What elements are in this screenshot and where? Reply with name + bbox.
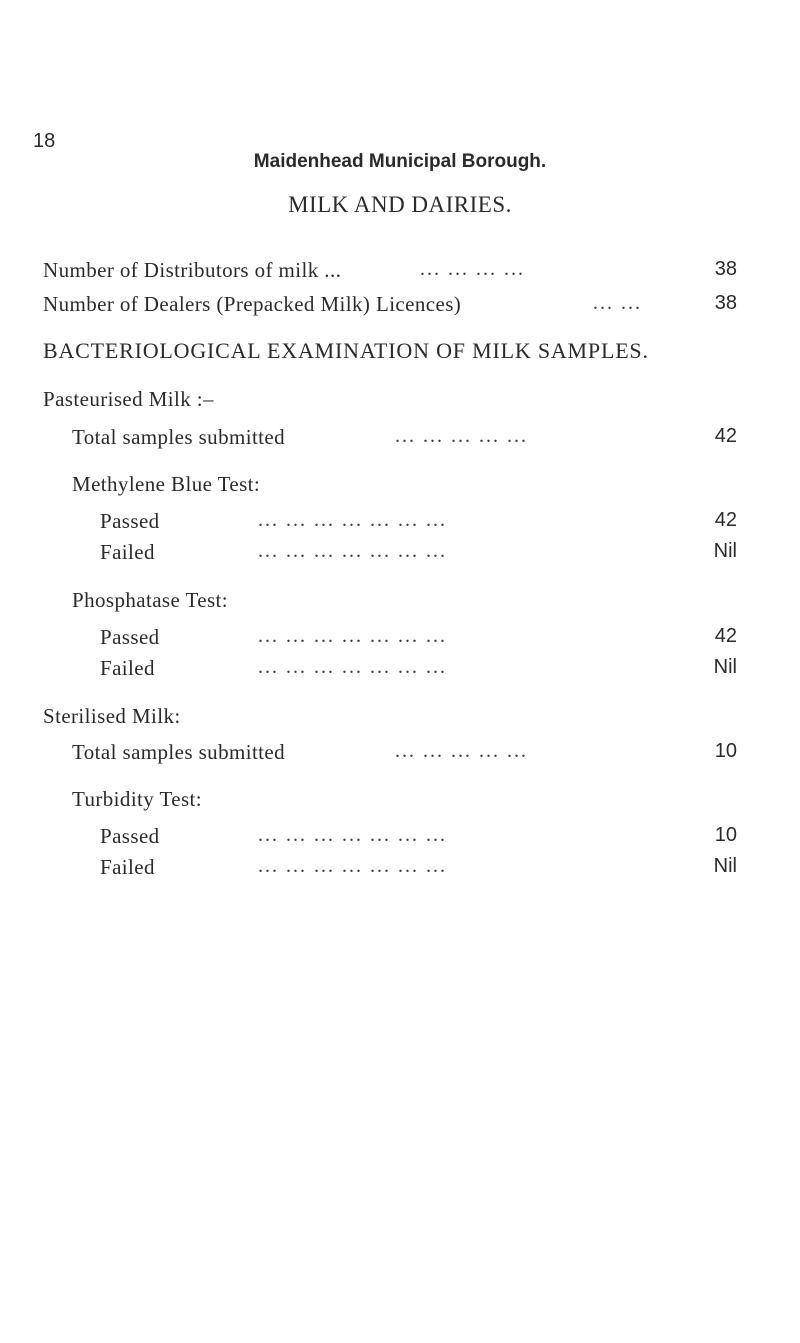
- methylene-heading: Methylene Blue Test:: [72, 472, 261, 496]
- turbidity-passed-dots: ... ... ... ... ... ... ...: [258, 824, 447, 846]
- pasteurised-heading: Pasteurised Milk :–: [43, 387, 214, 411]
- dealers-value: 38: [714, 292, 737, 314]
- methylene-passed-value: 42: [714, 509, 737, 531]
- pasteurised-total-value: 42: [714, 425, 737, 447]
- turbidity-passed-label: Passed: [100, 824, 160, 848]
- dealers-dots: ... ...: [593, 292, 642, 314]
- sterilised-total-value: 10: [714, 740, 737, 762]
- turbidity-failed-dots: ... ... ... ... ... ... ...: [258, 855, 447, 877]
- sterilised-heading: Sterilised Milk:: [43, 704, 181, 728]
- turbidity-passed-value: 10: [714, 824, 737, 846]
- distributors-dots: ... ... ... ...: [420, 258, 525, 280]
- section-title: MILK AND DAIRIES.: [288, 192, 512, 217]
- methylene-passed-dots: ... ... ... ... ... ... ...: [258, 509, 447, 531]
- methylene-failed-label: Failed: [100, 540, 155, 564]
- methylene-failed-value: Nil: [713, 540, 737, 562]
- phosphatase-passed-label: Passed: [100, 625, 160, 649]
- sterilised-total-label: Total samples submitted: [72, 740, 286, 764]
- pasteurised-total-label: Total samples submitted: [72, 425, 286, 449]
- methylene-passed-label: Passed: [100, 509, 160, 533]
- phosphatase-failed-value: Nil: [713, 656, 737, 678]
- turbidity-failed-label: Failed: [100, 855, 155, 879]
- phosphatase-passed-dots: ... ... ... ... ... ... ...: [258, 625, 447, 647]
- page-number: 18: [33, 130, 56, 152]
- turbidity-heading: Turbidity Test:: [72, 787, 202, 811]
- phosphatase-failed-label: Failed: [100, 656, 155, 680]
- distributors-value: 38: [714, 258, 737, 280]
- phosphatase-heading: Phosphatase Test:: [72, 588, 229, 612]
- turbidity-failed-value: Nil: [713, 855, 737, 877]
- sterilised-total-dots: ... ... ... ... ...: [395, 740, 528, 762]
- borough-title: Maidenhead Municipal Borough.: [253, 151, 547, 172]
- methylene-failed-dots: ... ... ... ... ... ... ...: [258, 540, 447, 562]
- dealers-label: Number of Dealers (Prepacked Milk) Licences): [43, 292, 462, 316]
- pasteurised-total-dots: ... ... ... ... ...: [395, 425, 528, 447]
- bacteriological-title: BACTERIOLOGICAL EXAMINATION OF MILK SAMPLES.: [43, 338, 649, 363]
- phosphatase-passed-value: 42: [714, 625, 737, 647]
- distributors-label: Number of Distributors of milk ...: [43, 258, 342, 282]
- phosphatase-failed-dots: ... ... ... ... ... ... ...: [258, 656, 447, 678]
